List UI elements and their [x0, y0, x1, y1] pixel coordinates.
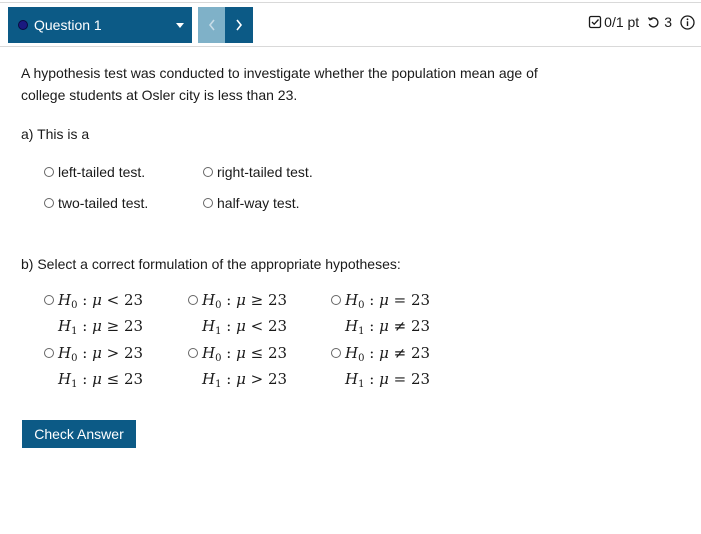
next-question-button[interactable]	[225, 7, 253, 43]
info-icon[interactable]	[680, 15, 695, 30]
radio-button[interactable]	[44, 348, 54, 358]
checkbox-score-icon	[588, 15, 602, 29]
hypothesis-pair: $H_0$ : μ ≥ 23 $H_1$ : μ < 23	[202, 291, 288, 337]
question-text: A hypothesis test was conducted to investigate whether the population mean age of college students at Osler city is less than 23.	[21, 65, 538, 103]
hypothesis-pair: $H_0$ : μ > 23 $H_1$ : μ ≤ 23	[58, 344, 144, 390]
question-header	[0, 0, 701, 46]
part-a-option-half-way[interactable]	[203, 195, 299, 211]
score-status	[588, 14, 695, 30]
attempts-count: 3	[664, 14, 672, 30]
hypothesis-pair: $H_0$ : μ ≠ 23 $H_1$ : μ = 23	[345, 344, 431, 390]
question-selector[interactable]	[8, 7, 192, 43]
hypothesis-pair: $H_0$ : μ < 23 $H_1$ : μ ≥ 23	[58, 291, 144, 337]
question-status-dot	[18, 20, 28, 30]
part-a-option-left-tailed[interactable]	[44, 164, 145, 180]
part-b-label: b) Select a correct formulation of the appropriate hypotheses:	[21, 256, 401, 272]
radio-button[interactable]	[188, 295, 198, 305]
option-label: half-way test.	[217, 195, 300, 211]
part-a-label: a) This is a	[21, 126, 90, 142]
option-label: two-tailed test.	[58, 195, 149, 211]
radio-button[interactable]	[44, 295, 54, 305]
radio-button[interactable]	[331, 348, 341, 358]
radio-button[interactable]	[44, 167, 54, 177]
part-b-option-5[interactable]	[188, 343, 287, 395]
radio-button[interactable]	[44, 198, 54, 208]
part-b-option-2[interactable]	[188, 290, 287, 342]
part-a-option-right-tailed[interactable]	[203, 164, 313, 180]
radio-button[interactable]	[203, 167, 213, 177]
score-text: 0/1 pt	[604, 14, 640, 30]
chevron-left-icon	[208, 19, 216, 31]
question-label: Question 1	[34, 17, 102, 33]
part-b-option-3[interactable]	[331, 290, 430, 342]
hypothesis-pair: $H_0$ : μ ≤ 23 $H_1$ : μ > 23	[202, 344, 288, 390]
caret-down-icon	[176, 23, 184, 28]
header-divider	[0, 46, 701, 47]
radio-button[interactable]	[188, 348, 198, 358]
part-b-option-4[interactable]	[44, 343, 143, 395]
previous-question-button[interactable]	[198, 7, 225, 43]
part-a-option-two-tailed[interactable]	[44, 195, 148, 211]
retry-icon	[647, 16, 660, 29]
part-b-option-6[interactable]	[331, 343, 430, 395]
check-answer-button[interactable]: Check Answer	[22, 420, 136, 448]
hypothesis-pair: $H_0$ : μ = 23 $H_1$ : μ ≠ 23	[345, 291, 431, 337]
chevron-right-icon	[235, 19, 243, 31]
option-label: right-tailed test.	[217, 164, 313, 180]
radio-button[interactable]	[331, 295, 341, 305]
option-label: left-tailed test.	[58, 164, 146, 180]
part-b-option-1[interactable]	[44, 290, 143, 342]
radio-button[interactable]	[203, 198, 213, 208]
